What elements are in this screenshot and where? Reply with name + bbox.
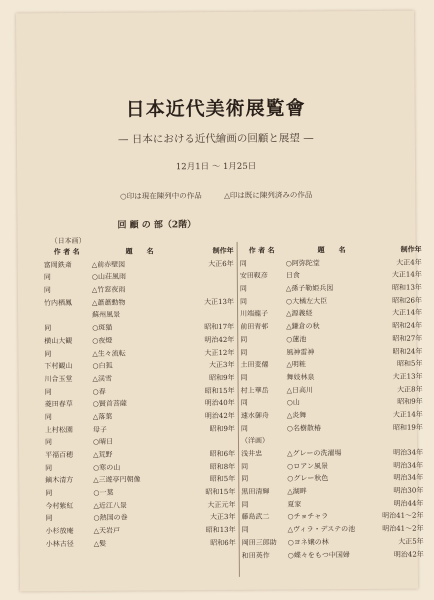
artist-name: 同	[241, 475, 249, 484]
work-year: 大正元年	[207, 500, 236, 509]
work-year: 大正4年	[396, 258, 422, 267]
work-year	[188, 270, 234, 283]
work-title: △竹窓夜雨	[91, 285, 126, 294]
work-title: ○ヨネ嬢の林	[287, 538, 329, 547]
work-year: 大正6年	[208, 259, 234, 268]
list-item	[242, 523, 424, 537]
work-year: 大正14年	[392, 410, 423, 419]
work-year: 昭和27年	[392, 334, 423, 343]
artist-name: 村上華岳	[240, 386, 269, 395]
work-year: 大正3年	[210, 513, 236, 522]
work-year: 大正13年	[392, 372, 423, 381]
list-item	[240, 370, 422, 384]
symbol-legend	[17, 189, 415, 203]
list-item	[242, 535, 424, 549]
work-title: △源義経	[286, 309, 313, 318]
list-item	[241, 447, 423, 461]
work-year: 明治41～2年	[382, 512, 424, 521]
artist-name: 横山大観	[44, 336, 73, 346]
table-header	[240, 244, 422, 258]
work-year: 昭和24年	[392, 321, 423, 330]
work-year: 昭和26年	[392, 296, 423, 305]
artist-name: 同	[241, 462, 249, 471]
works-list-right	[240, 244, 424, 562]
list-item	[240, 307, 422, 321]
list-item	[240, 269, 422, 283]
work-title: ○大橘左大臣	[285, 296, 328, 306]
artist-name: 同	[240, 335, 248, 344]
work-year: 昭和5年	[396, 359, 423, 368]
work-year: 大正13年	[204, 297, 235, 306]
artist-name: 同	[241, 500, 249, 509]
list-item	[241, 396, 423, 410]
work-year	[379, 434, 423, 447]
work-year: 昭和6年	[210, 538, 236, 547]
artist-name: 同	[45, 514, 53, 523]
work-year: 昭和13年	[391, 283, 422, 292]
work-title: ○一葉	[93, 488, 114, 497]
work-title: ○山荘風雨	[91, 273, 126, 282]
artist-name: 同	[44, 413, 52, 422]
list-item	[240, 320, 422, 334]
artist-name: 浅井忠	[241, 449, 263, 458]
artist-name: 同	[241, 525, 249, 534]
legend-circle: ○印は現在陳列中の作品	[120, 191, 202, 201]
work-year	[189, 435, 235, 448]
list-item	[240, 345, 422, 359]
artist-name: 同	[239, 284, 247, 293]
work-title: ○チョチャラ	[287, 512, 329, 521]
work-year: 昭和17年	[204, 323, 235, 332]
work-title: △荒野	[93, 450, 113, 459]
work-year: 明治30年	[393, 486, 424, 495]
work-year: 明治34年	[393, 448, 424, 457]
work-title: △鎌倉の秋	[286, 322, 320, 331]
header-year: 制作年	[400, 244, 422, 254]
work-year: 明治42年	[204, 411, 235, 421]
work-title: ○ロアン風景	[287, 461, 329, 471]
work-title: ○晴日	[92, 438, 114, 447]
artist-name: 同	[240, 399, 248, 408]
artist-name: 同	[239, 259, 247, 268]
work-title: △明粧	[286, 360, 306, 369]
artist-name: 和田英作	[241, 551, 270, 560]
artist-name: 同	[240, 373, 248, 382]
list-item	[46, 537, 236, 551]
artist-name: 同	[45, 489, 53, 498]
work-title: ○春	[92, 387, 106, 396]
list-item	[241, 485, 423, 499]
work-year: 明治42年	[393, 550, 424, 559]
list-item	[241, 459, 423, 473]
artist-name: 同	[240, 348, 248, 357]
work-title: 風神雷神	[286, 347, 315, 357]
work-year	[188, 308, 234, 321]
artist-name: 岡田三郎助	[241, 538, 277, 547]
work-title: ○蓮池	[286, 335, 307, 344]
artist-name: 同	[44, 349, 52, 358]
work-year: 大正8年	[397, 385, 423, 394]
work-title: ○グレー秋色	[287, 474, 329, 483]
artist-name: 前田青邨	[240, 322, 269, 331]
artist-name: 小林古径	[45, 539, 74, 549]
artist-name: 黒田清輝	[241, 487, 270, 496]
artist-name: 鏑木清方	[45, 476, 74, 485]
work-title: △グレーの洗濯場	[287, 449, 342, 458]
artist-name	[44, 309, 90, 322]
list-item	[241, 472, 423, 486]
list-item	[240, 282, 422, 296]
work-year: 明治34年	[393, 473, 424, 483]
artist-name: 上村松園	[44, 425, 73, 434]
work-title: ○阿弥陀堂	[285, 258, 320, 268]
work-title	[285, 434, 379, 447]
artist-name: 菱田春草	[44, 400, 73, 409]
work-title: △蕭蕭動物	[91, 298, 126, 307]
artist-name: 川端龍子	[240, 310, 269, 319]
work-title: △三遊亭円朝像	[93, 475, 141, 485]
work-year: 昭和9年	[209, 424, 235, 433]
list-item	[242, 548, 424, 562]
subsection-label: （日本画）	[50, 236, 86, 246]
exhibition-leaflet	[16, 11, 424, 592]
work-title: ○夜燈	[92, 336, 113, 345]
work-title: △生々流転	[92, 349, 126, 358]
artist-name: 同	[43, 273, 51, 282]
work-title: 舞妓林泉	[286, 373, 315, 382]
list-item	[240, 294, 422, 308]
work-year: 昭和15年	[205, 487, 236, 497]
work-year: 昭和13年	[205, 526, 236, 535]
work-title: ○寒の山	[93, 463, 121, 472]
list-item	[241, 434, 423, 448]
work-title: ○斑猫	[92, 323, 113, 332]
list-item	[241, 383, 423, 397]
work-title: △渓雪	[92, 374, 112, 383]
artist-name: 同	[45, 463, 53, 472]
list-item	[240, 256, 422, 270]
header-artist: 作 者 名	[53, 246, 80, 257]
work-title: ○山	[286, 398, 300, 407]
list-item	[241, 409, 423, 423]
list-item	[241, 421, 423, 435]
work-year: 昭和6年	[209, 449, 236, 459]
artist-name: 川合玉堂	[44, 374, 73, 384]
artist-name: 富岡鉄斎	[43, 260, 72, 269]
artist-name: 藤島武二	[241, 513, 270, 522]
artist-name: 今村紫紅	[45, 501, 74, 510]
artist-name: 同	[239, 297, 248, 306]
work-title: ○熱国の巻	[93, 514, 128, 523]
work-title: △天岩戸	[93, 526, 121, 535]
work-title: △湖畔	[287, 487, 307, 496]
work-title: △炎舞	[286, 411, 307, 420]
work-year: 明治34年	[393, 461, 424, 470]
artist-name: 同	[240, 424, 248, 433]
work-title: 夏家	[287, 500, 302, 509]
work-title: 蘇州風景	[92, 311, 121, 320]
header-title: 題 名	[317, 245, 346, 255]
work-title: 母子	[92, 425, 107, 434]
work-year: 昭和24年	[392, 347, 423, 356]
artist-name: 同	[43, 286, 51, 295]
work-year: 明治40年	[204, 399, 235, 408]
work-year: 昭和19年	[392, 423, 423, 432]
work-title: △ヴィラ・デステの池	[287, 525, 356, 534]
artist-name: 竹内栖鳳	[43, 298, 73, 307]
work-year: 昭和5年	[209, 475, 236, 484]
page-title: 日本近代美術展覧會	[125, 97, 306, 121]
legend-triangle: △印は既に陳列済みの作品	[224, 190, 313, 200]
list-item	[240, 332, 422, 346]
work-year: 明治41～2年	[382, 524, 424, 533]
section-title: 回 顧 の 部（2階）	[117, 220, 197, 231]
work-title: 日食	[285, 271, 300, 280]
artist-name: 同	[44, 438, 53, 447]
work-year: 大正5年	[398, 537, 424, 546]
works-list-left	[44, 245, 236, 551]
work-year: 昭和8年	[209, 462, 236, 471]
artist-name: 同	[44, 324, 52, 333]
header-artist: 作 者 名	[248, 245, 275, 255]
work-title: △髪	[93, 539, 107, 548]
list-item	[241, 510, 423, 524]
work-year: 大正12年	[204, 348, 235, 357]
work-title: ○蝶々をもつ中国婦	[287, 550, 350, 560]
work-title: ○名樹散椿	[286, 423, 322, 433]
work-title: △近江八景	[93, 501, 127, 510]
artist-name: 下村観山	[44, 362, 73, 371]
work-title: △日高川	[286, 385, 314, 395]
artist-name: 平福百穂	[45, 451, 74, 460]
list-item	[241, 497, 423, 511]
work-title: ○白狐	[92, 361, 113, 371]
header-title: 題 名	[125, 246, 154, 256]
artist-name: 小杉放庵	[45, 527, 74, 536]
work-year: 大正3年	[208, 361, 235, 370]
exhibition-dates: 12月1日 ～ 1月25日	[175, 161, 257, 173]
artist-name: 安田靫彦	[239, 272, 268, 281]
artist-name: 同	[44, 387, 52, 396]
artist-name: 速水御舟	[240, 411, 269, 420]
artist-name: （洋画）	[240, 436, 270, 446]
work-year: 大正14年	[391, 270, 422, 280]
list-item	[240, 358, 422, 372]
header-year: 制作年	[212, 245, 234, 256]
artist-name: 土田麦僊	[240, 360, 269, 370]
work-title: ○賢首菩薩	[92, 399, 127, 409]
work-year: 昭和9年	[397, 397, 423, 406]
work-year: 大正14年	[392, 309, 423, 318]
page-subtitle: — 日本における近代繪画の回顧と展望 —	[117, 132, 314, 146]
work-year: 明治44年	[393, 499, 424, 508]
work-title: △前赤壁図	[91, 260, 126, 269]
work-year: 昭和15年	[204, 386, 235, 395]
work-year: 明治42年	[204, 335, 235, 344]
work-year	[188, 283, 234, 296]
work-title: △孫子勒姫兵図	[285, 284, 334, 293]
work-year: 昭和9年	[209, 373, 235, 382]
work-title: △落葉	[92, 412, 113, 421]
